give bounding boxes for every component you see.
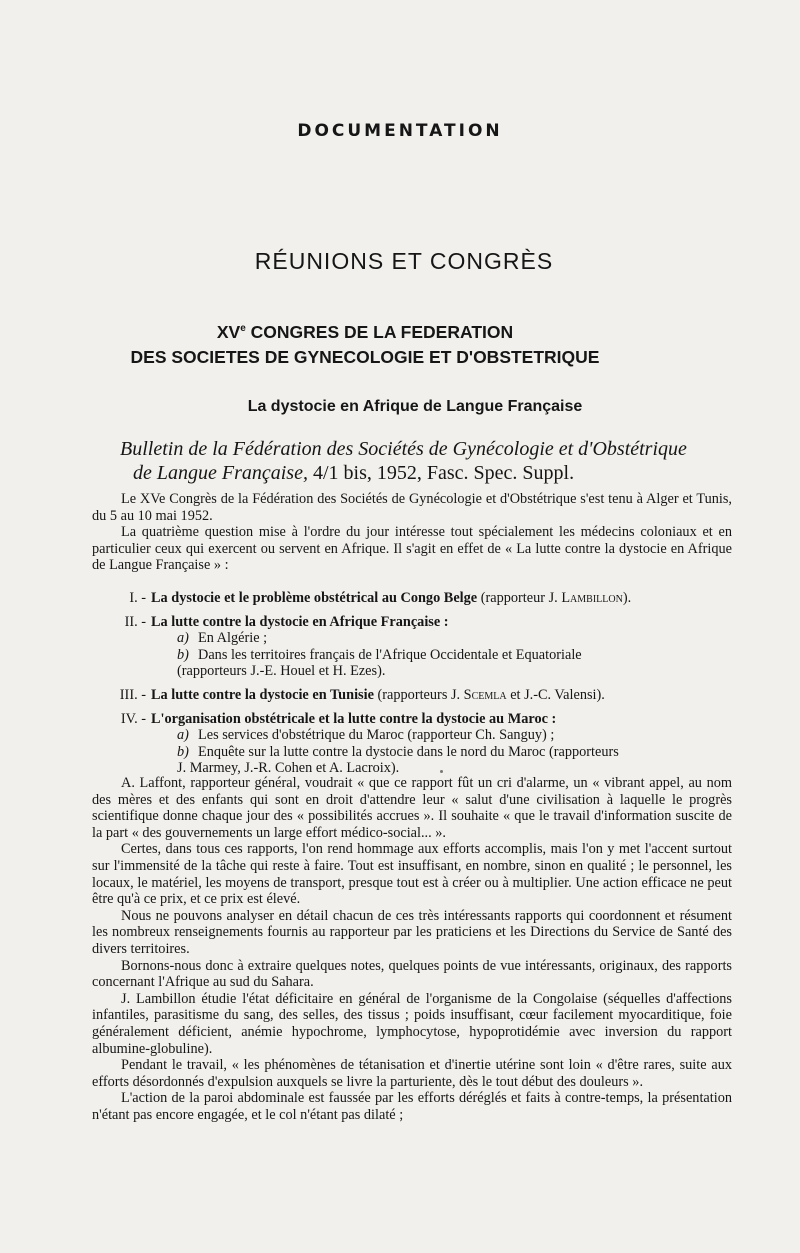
congress-line-1-text: CONGRES DE LA FEDERATION <box>245 321 514 342</box>
congress-roman: XV <box>216 321 241 342</box>
citation-line-1 <box>120 437 760 461</box>
citation-reference: 4/1 bis, 1952, Fasc. Spec. Suppl. <box>307 462 575 484</box>
sub-item-mark: a) <box>177 630 189 647</box>
citation-journal-cont: de Langue Française, <box>133 462 308 484</box>
sub-item-continuation: J. Marmey, J.-R. Cohen et A. Lacroix). <box>177 760 400 777</box>
item-body <box>151 614 732 680</box>
congress-ordinal: e <box>240 323 246 334</box>
item-number: I. - <box>129 590 146 606</box>
citation-journal: Bulletin de la Fédération des Sociétés de Gynécologie et d'Obstétrique <box>120 438 687 460</box>
sub-item-mark: a) <box>177 727 189 744</box>
sub-item-text: Dans les territoires français de l'Afrique Occidentale et Equatoriale <box>198 646 582 663</box>
item-title: La dystocie et le problème obstétrical au Congo Belge <box>151 590 478 606</box>
questions-list <box>92 590 732 784</box>
rubric-heading: RÉUNIONS ET CONGRÈS <box>254 248 554 274</box>
paragraph: La quatrième question mise à l'ordre du jour intéresse tout spécialement les médecins coloniaux et en particulier ceux qui exercent ou servent en Afrique. Il s'agit en effet de « La lutte contre la dystocie en Afrique de Langue Française » : <box>92 524 732 574</box>
paragraph: Nous ne pouvons analyser en détail chacun de ces très intéressants rapports qui coordonnent et résument les nombreux renseignements fournis au rapporteur par les praticiens et les Directions du Service de Santé des divers territoires. <box>92 907 732 957</box>
item-rapporteur-suffix: ). <box>622 590 632 606</box>
item-rapporteur-name: Lambillon <box>561 590 623 606</box>
report-paragraphs <box>92 775 732 1123</box>
item-number: II. - <box>124 613 146 630</box>
item-rapporteur-prefix: (rapporteurs J. <box>373 686 464 703</box>
item-body <box>151 590 732 607</box>
paragraph: Certes, dans tous ces rapports, l'on rend hommage aux efforts accomplis, mais l'on y met l'accent surtout sur l'immensité de la tâche qui reste à faire. Tout est insuffisant, en nombre, sinon en qualité ; le personnel, les locaux, le matériel, les moyens de transport, presque tout est à créer ou à multiplier. Une action efficace ne peut être qu'à ce prix, et ce prix est élevé. <box>92 841 732 908</box>
item-number: IV. - <box>120 710 146 727</box>
paragraph: Bornons-nous donc à extraire quelques notes, quelques points de vue intéressants, originaux, des rapports concernant l'Afrique au sud du Sahara. <box>92 957 732 991</box>
paragraph: A. Laffont, rapporteur général, voudrait « que ce rapport fût un cri d'alarme, un « vibrant appel, au nom des mères et des enfants qui sont en droit d'attendre leur « salut d'une civilisation à laquelle le progrès scientifique donne chaque jour des « possibilités accrues ». Il souhaite « que le travail d'information suscite de la part « des gouvernements un large effort médico-social... ». <box>92 775 732 841</box>
item-rapporteur-suffix: et J.-C. Valensi). <box>506 686 605 703</box>
congress-line-2: DES SOCIETES DE GYNECOLOGIE ET D'OBSTETRIQUE <box>130 346 600 367</box>
item-rapporteur-prefix: (rapporteur J. <box>477 590 562 606</box>
paragraph: J. Lambillon étudie l'état déficitaire en général de l'organisme de la Congolaise (séquelles d'affections infantiles, parasitisme du sang, des selles, des tissus ; poids insuffisant, cœur facilement myocarditique, foie généralement déficient, anémie hypochrome, lymphocytose, hypoprotidémie avec inversion du rapport albumine-globuline). <box>92 990 732 1057</box>
sub-item-mark: b) <box>177 646 189 663</box>
citation <box>120 437 760 485</box>
section-title: DOCUMENTATION <box>297 121 503 141</box>
paragraph: Le XVe Congrès de la Fédération des Sociétés de Gynécologie et d'Obstétrique s'est tenu à Alger et Tunis, du 5 au 10 mai 1952. <box>92 491 732 524</box>
sub-item-text: Les services d'obstétrique du Maroc (rapporteur Ch. Sanguy) ; <box>198 727 555 744</box>
list-item <box>92 687 732 704</box>
separator-mark <box>440 770 443 773</box>
item-body <box>151 687 732 704</box>
citation-line-2 <box>120 461 760 485</box>
paragraph: Pendant le travail, « les phénomènes de tétanisation et d'inertie utérine sont loin « d'être rares, suite aux efforts désordonnés d'expulsion auxquels se livre la parturiente, dès le tout début des douleurs ». <box>92 1057 732 1090</box>
congress-title <box>0 316 730 370</box>
list-item <box>92 711 732 777</box>
sub-item-text: Enquête sur la lutte contre la dystocie dans le nord du Maroc (rapporteurs <box>198 743 619 760</box>
item-title: La lutte contre la dystocie en Tunisie <box>151 686 374 703</box>
sub-item <box>151 727 732 744</box>
congress-line-1 <box>0 316 730 345</box>
item-body <box>151 711 732 777</box>
sub-item <box>151 744 732 761</box>
item-title: La lutte contre la dystocie en Afrique Française : <box>151 613 449 630</box>
item-title: L'organisation obstétricale et la lutte contre la dystocie au Maroc : <box>151 710 557 727</box>
list-item <box>92 590 732 607</box>
sub-item-continuation: (rapporteurs J.-E. Houel et H. Ezes). <box>177 663 386 680</box>
sub-item-mark: b) <box>177 743 189 760</box>
item-number: III. - <box>119 686 146 703</box>
list-item <box>92 614 732 680</box>
paragraph: L'action de la paroi abdominale est faussée par les efforts déréglés et faits à contre-temps, la présentation n'étant pas encore engagée, et le col n'étant pas dilaté ; <box>92 1090 732 1123</box>
sub-item <box>151 630 732 647</box>
article-subtitle: La dystocie en Afrique de Langue Française <box>247 398 583 415</box>
item-rapporteur-name: Scemla <box>463 686 507 703</box>
sub-item-text: En Algérie ; <box>198 630 268 647</box>
intro-paragraphs <box>92 491 732 574</box>
sub-item <box>151 647 732 664</box>
